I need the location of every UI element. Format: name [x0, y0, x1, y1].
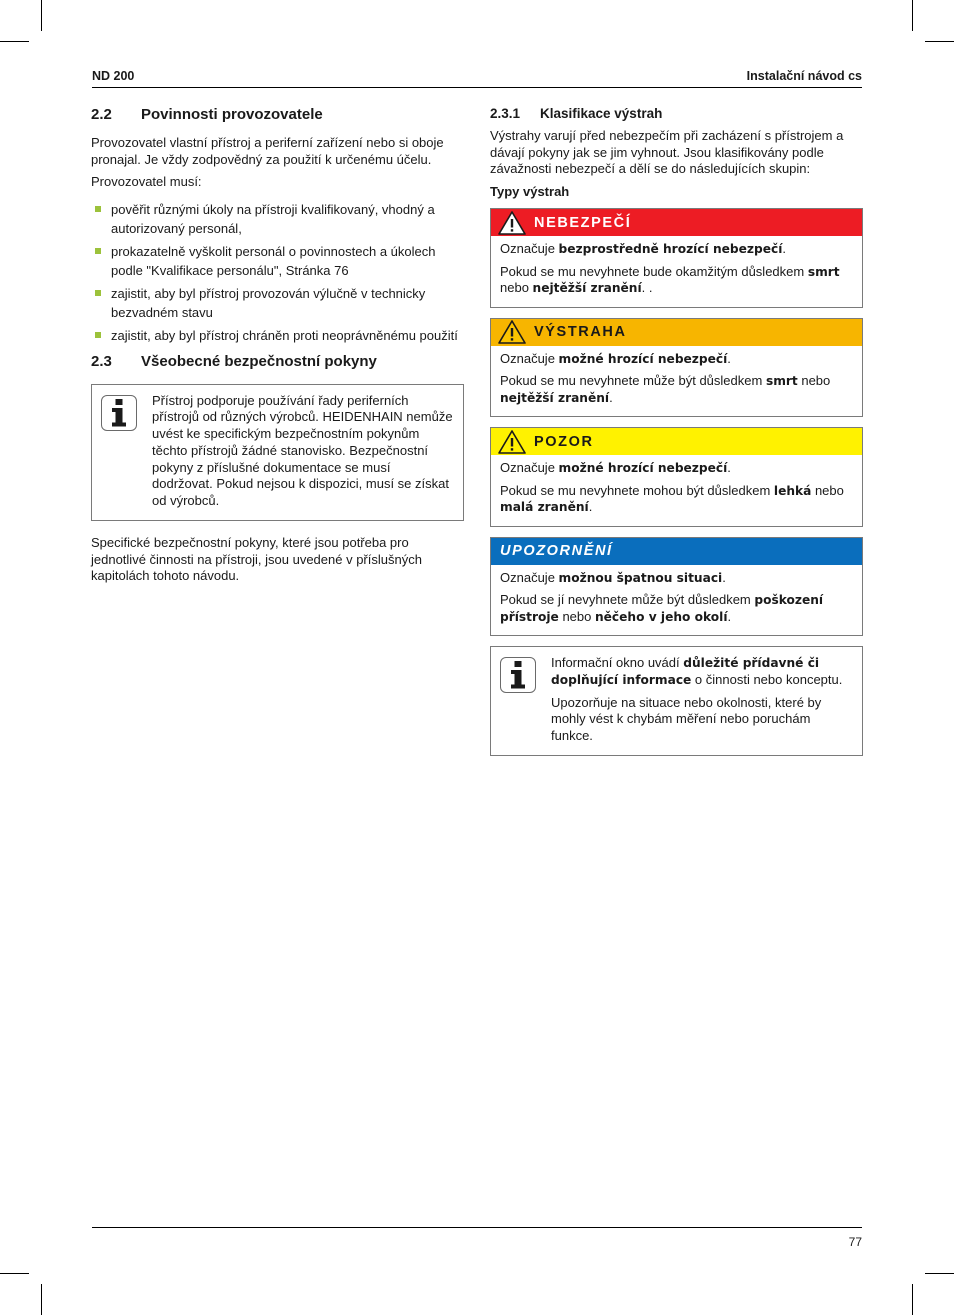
bullet-list	[91, 200, 464, 345]
crop-mark	[0, 41, 29, 42]
list-item: pověřit různými úkoly na přístroji kvalifikovaný, vhodný a autorizovaný personál,	[91, 200, 464, 238]
info-text: Přístroj podporuje používání řady periferních přístrojů od různých výrobců. HEIDENHAIN nemůže uvést ke specifickým bezpečnostním pokynům těchto přístrojů žádné stanovisko. Bezpečnostní pokyny z příslušné dokumentace se musí dodržovat. Pokud nejsou k dispozici, musí se získat od výrobců.	[152, 392, 453, 509]
section-title: Všeobecné bezpečnostní pokyny	[141, 352, 377, 370]
notice-line: Pokud se mu nevyhnete bude okamžitým důsledkem smrt nebo nejtěžší zranění. .	[500, 263, 840, 295]
section-heading-2-2	[91, 106, 464, 123]
crop-mark	[925, 1273, 954, 1274]
notice-header	[491, 538, 862, 565]
crop-mark	[912, 1284, 913, 1315]
list-item: zajistit, aby byl přístroj provozován výlučně v technicky bezvadném stavu	[91, 284, 464, 322]
info-box	[91, 384, 464, 522]
paragraph: Provozovatel vlastní přístroj a periferní zařízení nebo si oboje pronajal. Je vždy zodpovědný za použití k určenému účelu.	[91, 135, 444, 167]
section-title: Povinnosti provozovatele	[141, 106, 323, 123]
header-product: ND 200	[92, 69, 135, 83]
notice-body	[491, 455, 862, 526]
crop-mark	[41, 0, 42, 31]
section-heading-2-3	[91, 353, 464, 370]
info-icon	[500, 657, 536, 693]
bullet-square-icon	[95, 206, 101, 212]
notice-title: POZOR	[534, 433, 594, 450]
notice-danger	[490, 208, 863, 308]
paragraph: Specifické bezpečnostní pokyny, které jsou potřeba pro jednotlivé činnosti na přístroji, jsou uvedené v příslušných kapitolách tohoto návodu.	[91, 535, 422, 584]
notice-header	[491, 428, 862, 455]
notice-header	[491, 209, 862, 236]
notice-line: Pokud se jí nevyhnete může být důsledkem poškození přístroje nebo něčeho v jeho okolí.	[500, 592, 824, 624]
bullet-square-icon	[95, 332, 101, 338]
warning-triangle-icon	[498, 430, 526, 454]
left-column	[91, 106, 464, 585]
notice-title: NEBEZPEČÍ	[534, 214, 632, 231]
header-rule	[92, 87, 862, 88]
header-manual-title: Instalační návod cs	[746, 69, 862, 83]
list-item: zajistit, aby byl přístroj chráněn proti neoprávněnému použití	[91, 326, 464, 345]
list-item: prokazatelně vyškolit personál o povinnostech a úkolech podle "Kvalifikace personálu", Stránka 76	[91, 242, 464, 280]
paragraph: Provozovatel musí:	[91, 174, 202, 189]
notice-notice	[490, 537, 863, 637]
notice-warning	[490, 318, 863, 418]
section-number: 2.3.1	[490, 106, 521, 121]
right-column	[490, 106, 863, 756]
notice-line: Označuje možné hrozící nebezpečí.	[500, 350, 731, 366]
notice-caution	[490, 427, 863, 527]
notice-title: VÝSTRAHA	[534, 324, 627, 340]
page-number: 77	[848, 1235, 862, 1249]
crop-mark	[912, 0, 913, 31]
notice-header	[491, 319, 862, 346]
section-title: Klasifikace výstrah	[540, 106, 663, 121]
notice-body	[491, 346, 862, 417]
notice-body	[491, 236, 862, 307]
section-heading-2-3-1	[490, 106, 863, 121]
info-text: Upozorňuje na situace nebo okolnosti, které by mohly vést k chybám měření nebo poruchám funkce.	[551, 694, 822, 744]
notice-line: Pokud se mu nevyhnete může být důsledkem smrt nebo nejtěžší zranění.	[500, 373, 831, 405]
notice-line: Označuje možnou špatnou situaci.	[500, 569, 726, 585]
notice-line: Označuje možné hrozící nebezpečí.	[500, 460, 731, 475]
crop-mark	[925, 41, 954, 42]
bullet-square-icon	[95, 290, 101, 296]
info-box	[490, 646, 863, 756]
warning-triangle-icon	[498, 211, 526, 235]
info-text: Informační okno uvádí důležité přídavné či doplňující informace o činnosti nebo konceptu.	[551, 655, 843, 687]
notice-line: Pokud se mu nevyhnete mohou být důsledkem lehká nebo malá zranění.	[500, 482, 844, 514]
info-icon	[101, 395, 137, 431]
section-number: 2.3	[91, 352, 112, 370]
section-number: 2.2	[91, 106, 112, 123]
notice-body	[491, 565, 862, 636]
paragraph: Výstrahy varují před nebezpečím při zacházení s přístrojem a dávají pokyny jak se jim vyhnout. Jsou klasifikovány podle závažnosti nebezpečí a dělí se do následujících skupin:	[490, 128, 844, 176]
types-label: Typy výstrah	[490, 183, 570, 199]
crop-mark	[0, 1273, 29, 1274]
bullet-square-icon	[95, 248, 101, 254]
notice-line: Označuje bezprostředně hrozící nebezpečí.	[500, 241, 787, 256]
crop-mark	[41, 1284, 42, 1315]
footer-rule	[92, 1227, 862, 1228]
notice-title: UPOZORNĚNÍ	[500, 543, 613, 559]
warning-triangle-icon	[498, 320, 526, 344]
